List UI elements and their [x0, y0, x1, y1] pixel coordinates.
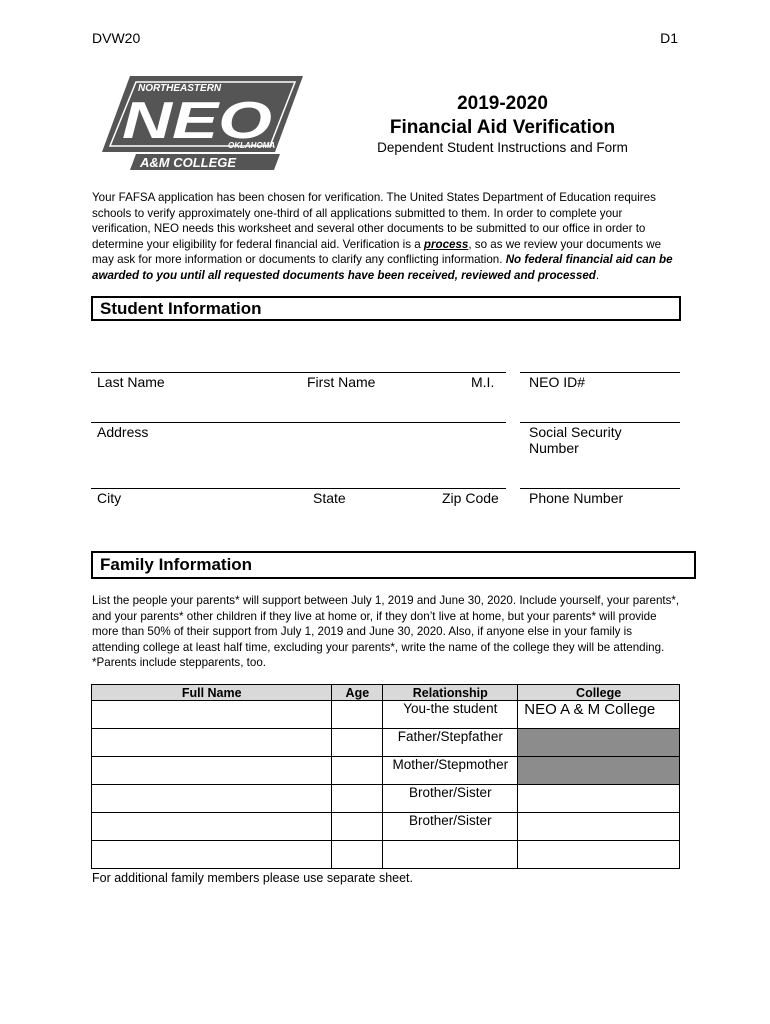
full-name-cell[interactable]	[92, 785, 332, 813]
logo-college-text: A&M COLLEGE	[140, 155, 237, 170]
college-cell: NEO A & M College	[518, 701, 680, 729]
phone-label: Phone Number	[529, 490, 624, 506]
table-row	[92, 729, 680, 757]
family-footnote: For additional family members please use separate sheet.	[92, 871, 413, 885]
age-cell[interactable]	[332, 701, 383, 729]
full-name-cell[interactable]	[92, 757, 332, 785]
form-title: Financial Aid Verification	[389, 117, 616, 138]
student-info-heading: Student Information	[91, 296, 681, 321]
family-info-heading: Family Information	[91, 551, 696, 579]
logo-main-text: NEO	[122, 92, 272, 150]
neo-id-line[interactable]	[520, 372, 680, 373]
header-age: Age	[332, 685, 383, 701]
last-name-label: Last Name	[97, 374, 165, 390]
state-label: State	[313, 490, 346, 506]
age-cell[interactable]	[332, 813, 383, 841]
college-cell[interactable]	[518, 785, 680, 813]
table-row	[92, 757, 680, 785]
college-cell[interactable]	[518, 813, 680, 841]
relationship-cell: You-the student	[383, 701, 518, 729]
relationship-cell: Brother/Sister	[383, 785, 518, 813]
full-name-cell[interactable]	[92, 841, 332, 869]
full-name-cell[interactable]	[92, 813, 332, 841]
neo-id-label: NEO ID#	[529, 374, 586, 390]
college-cell[interactable]	[518, 841, 680, 869]
relationship-cell: Mother/Stepmother	[383, 757, 518, 785]
neo-logo	[100, 74, 305, 174]
table-row	[92, 813, 680, 841]
city-line[interactable]	[91, 488, 506, 489]
age-cell[interactable]	[332, 757, 383, 785]
family-table	[91, 684, 680, 869]
form-code: DVW20	[92, 30, 141, 46]
address-line[interactable]	[91, 422, 506, 423]
full-name-cell[interactable]	[92, 701, 332, 729]
relationship-cell: Father/Stepfather	[383, 729, 518, 757]
college-cell-shaded	[518, 729, 680, 757]
intro-text-1: Your FAFSA application has been chosen for verification. The United States Department of Education requires schools to verify approximately one-third of all applications submitted to them. In order to complete your verification, NEO needs this worksheet and several other documents to be submitted to our office in order to determine your eligibility for federal financial aid. Verification is a	[92, 191, 656, 251]
intro-text-2: , so as we review your documents we may ask for more information or documents to clarify any conflicting information.	[92, 237, 662, 266]
intro-warning: No federal financial aid can be awarded to you until all requested documents have been received, reviewed and processed	[92, 253, 673, 282]
family-table-header	[92, 685, 680, 701]
form-year: 2019-2020	[457, 93, 548, 114]
ssn-label: Social Security Number	[529, 424, 622, 456]
mi-label: M.I.	[471, 374, 495, 390]
relationship-cell: Brother/Sister	[383, 813, 518, 841]
form-subtitle: Dependent Student Instructions and Form	[377, 140, 628, 155]
first-name-label: First Name	[307, 374, 376, 390]
table-row	[92, 701, 680, 729]
zip-label: Zip Code	[442, 490, 499, 506]
intro-paragraph	[92, 190, 680, 283]
age-cell[interactable]	[332, 841, 383, 869]
header-college: College	[518, 685, 680, 701]
table-row	[92, 841, 680, 869]
address-label: Address	[97, 424, 149, 440]
intro-process-emphasis: process	[423, 237, 469, 251]
relationship-cell[interactable]	[383, 841, 518, 869]
intro-end: .	[595, 268, 600, 282]
full-name-cell[interactable]	[92, 729, 332, 757]
family-instructions: List the people your parents* will support between July 1, 2019 and June 30, 2020. Include yourself, your parents*, and your parents* other children if they live at home or, if they don’t live at home, but your parents* will provide more than 50% of their support from July 1, 2019 and June 30, 2020. Also, if anyone else in your family is attending college at least half time, excluding your parents*, write the name of the college they will be attending. *Parents include stepparents, too.	[92, 594, 680, 669]
age-cell[interactable]	[332, 729, 383, 757]
age-cell[interactable]	[332, 785, 383, 813]
header-relationship: Relationship	[383, 685, 518, 701]
page-code: D1	[660, 30, 678, 46]
logo-top-text: NORTHEASTERN	[138, 83, 222, 94]
header-full-name: Full Name	[92, 685, 332, 701]
ssn-line[interactable]	[520, 422, 680, 423]
name-line[interactable]	[91, 372, 506, 373]
city-label: City	[97, 490, 122, 506]
logo-state-text: OKLAHOMA	[228, 141, 276, 150]
college-cell-shaded	[518, 757, 680, 785]
table-row	[92, 785, 680, 813]
phone-line[interactable]	[520, 488, 680, 489]
